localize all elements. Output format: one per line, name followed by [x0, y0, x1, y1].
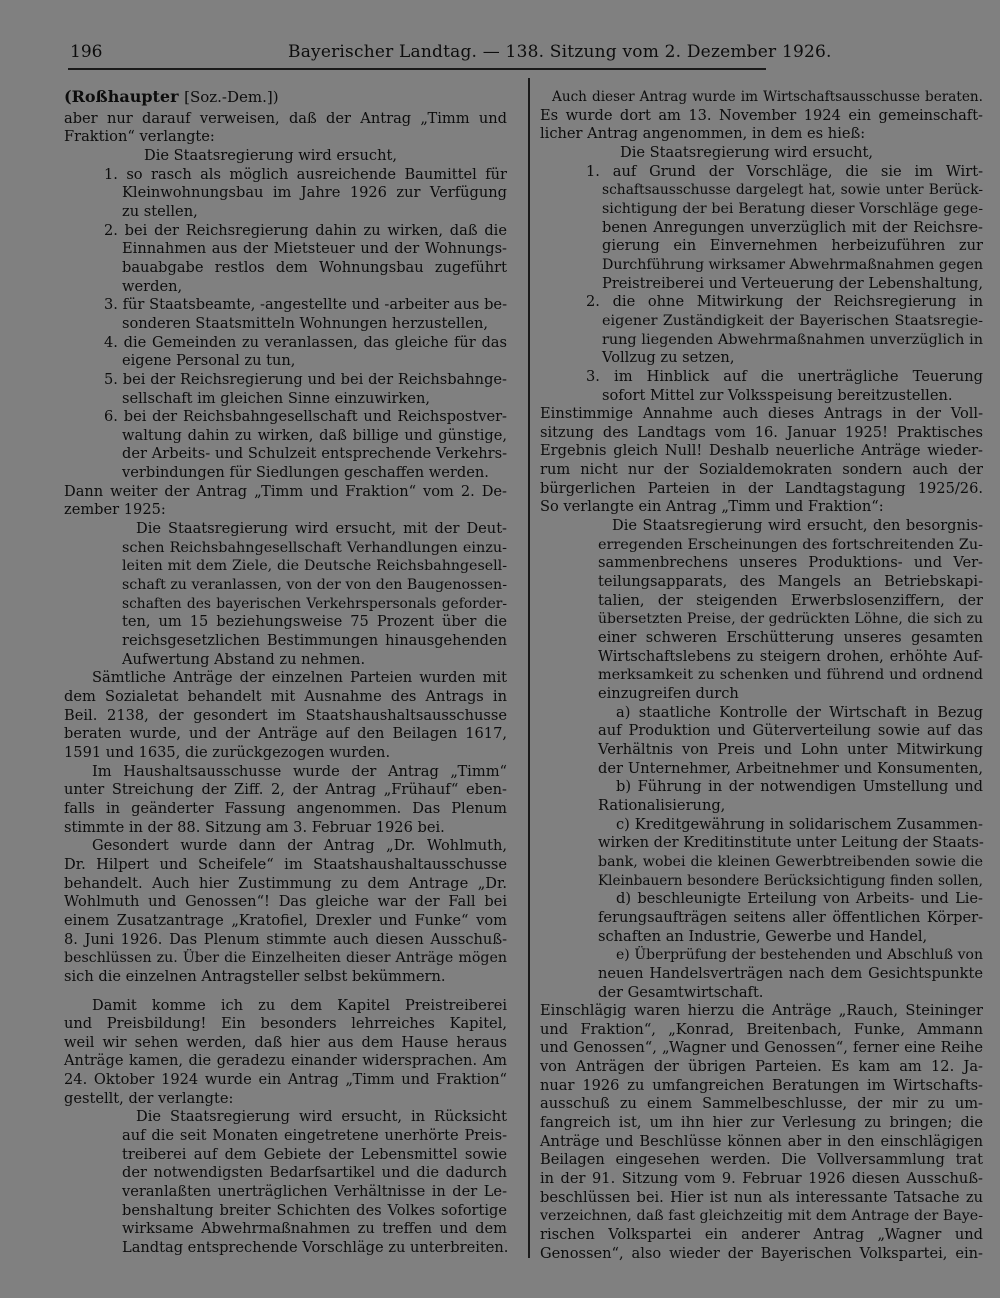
text-line: Im Haushaltsausschusse wurde der Antrag „Timm“ [92, 762, 507, 780]
text-line: 3. im Hinblick auf die unerträgliche Teuerung [586, 367, 983, 385]
text-line: zember 1925: [64, 501, 166, 519]
text-line: verbindungen für Siedlungen geschaffen werden. [122, 464, 489, 482]
text-line: Fraktion“ verlangte: [64, 128, 215, 146]
text-line: a) staatliche Kontrolle der Wirtschaft in Bezug [616, 703, 983, 721]
text-line: Die Staatsregierung wird ersucht, [144, 146, 397, 164]
text-line: verzeichnen, daß fast gleichzeitig mit dem Antrage der Baye- [540, 1208, 983, 1225]
text-line: reichsgesetzlichen Bestimmungen hinausgehenden [122, 632, 507, 650]
text-line: schaften des bayerischen Verkehrspersonals geforder- [122, 595, 507, 612]
text-line: merksamkeit zu schenken und führend und ordnend [598, 667, 983, 684]
text-line: Dann weiter der Antrag „Timm und Fraktion“ vom 2. De- [64, 482, 507, 500]
text-line: Wirtschaftslebens zu steigern drohen, erhöhte Auf- [598, 647, 983, 665]
text-line: und Fraktion“, „Konrad, Breitenbach, Funke, Ammann [540, 1020, 983, 1038]
text-line: licher Antrag angenommen, in dem es hieß: [540, 125, 866, 143]
text-line: einem Zusatzantrage „Kratofiel, Drexler und Funke“ vom [64, 911, 507, 929]
text-line: schen Reichsbahngesellschaft Verhandlungen einzu- [122, 539, 507, 556]
text-line: Einnahmen aus der Mietsteuer und der Wohnungs- [122, 240, 507, 258]
text-line: der Unternehmer, Arbeitnehmer und Konsumenten, [598, 759, 983, 777]
text-line: sofort Mittel zur Volksspeisung bereitzustellen. [602, 386, 953, 404]
text-line: eigener Zuständigkeit der Bayerischen Staatsregie- [602, 312, 983, 329]
text-line: Anträge kamen, die geradezu einander widersprachen. Am [64, 1052, 507, 1070]
text-line: neuen Handelsverträgen nach dem Gesichtspunkte [598, 964, 983, 982]
text-line: falls in geänderter Fassung angenommen. Das Plenum [64, 799, 507, 817]
header-rule [68, 68, 766, 70]
text-line: Beilagen eingesehen werden. Die Vollversammlung trat [540, 1151, 983, 1169]
text-line: 5. bei der Reichsregierung und bei der Reichsbahnge- [104, 370, 507, 388]
text-line: bauabgabe restlos dem Wohnungsbau zugeführt [122, 258, 507, 276]
text-line: sichtigung der bei Beratung dieser Vorschläge gege- [602, 200, 983, 217]
text-line: sellschaft im gleichen Sinne einzuwirken, [122, 389, 431, 407]
text-line: schaftsausschusse dargelegt hat, sowie unter Berück- [602, 182, 983, 199]
speaker-line [64, 88, 507, 107]
text-line: wirksame Abwehrmaßnahmen zu treffen und dem [122, 1220, 507, 1238]
text-line: einer schweren Erschütterung unseres gesamten [598, 629, 983, 647]
text-line: nuar 1926 zu umfangreichen Beratungen im Wirtschafts- [540, 1076, 983, 1094]
text-line: Preistreiberei und Verteuerung der Lebenshaltung, [602, 274, 983, 292]
text-line: Einstimmige Annahme auch dieses Antrags in der Voll- [540, 405, 983, 423]
text-line: 2. bei der Reichsregierung dahin zu wirken, daß die [104, 221, 507, 239]
text-line: Verhältnis von Preis und Lohn unter Mitwirkung [598, 740, 983, 758]
text-line: leiten mit dem Ziele, die Deutsche Reichsbahngesell- [122, 558, 507, 575]
right-column-text [540, 88, 983, 1263]
text-line: werden, [122, 277, 183, 295]
left-column [64, 88, 507, 1258]
text-line: der Arbeits- und Schulzeit entsprechende Verkehrs- [122, 445, 507, 463]
left-column-text [64, 110, 507, 1258]
text-line: weil wir sehen werden, daß hier aus dem Hause heraus [64, 1033, 507, 1051]
text-line: in der 91. Sitzung vom 9. Februar 1926 diesen Ausschuß- [540, 1170, 983, 1188]
right-column [540, 88, 983, 1263]
text-line: Beil. 2138, der gesondert im Staatshaushaltsausschusse [64, 706, 507, 724]
speaker-party: [Soz.-Dem.]) [184, 88, 279, 106]
text-line: Kleinbauern besondere Berücksichtigung finden sollen, [598, 872, 983, 889]
text-line: fangreich ist, um ihn hier zur Verlesung zu bringen; die [540, 1114, 983, 1132]
text-line: d) beschleunigte Erteilung von Arbeits- und Lie- [616, 890, 983, 908]
text-line: unter Streichung der Ziff. 2, der Antrag „Frühauf“ eben- [64, 781, 507, 799]
text-line: 1. auf Grund der Vorschläge, die sie im Wirt- [586, 162, 983, 180]
text-line: ausschuß zu einem Sammelbeschlusse, der mir zu um- [540, 1095, 983, 1113]
text-line: 3. für Staatsbeamte, -angestellte und -arbeiter aus be- [104, 296, 507, 314]
text-line: Einschlägig waren hierzu die Anträge „Rauch, Steininger [540, 1002, 983, 1020]
text-line: benshaltung breiter Schichten des Volkes sofortige [122, 1201, 507, 1219]
text-line: Anträge und Beschlüsse können aber in den einschlägigen [540, 1132, 983, 1150]
text-line: sich die einzelnen Antragsteller selbst bekümmern. [64, 967, 446, 985]
text-line: Aufwertung Abstand zu nehmen. [122, 650, 366, 668]
text-line: sitzung des Landtags vom 16. Januar 1925! Praktisches [540, 423, 983, 441]
text-line: b) Führung in der notwendigen Umstellung und [616, 778, 983, 796]
text-line: eigene Personal zu tun, [122, 352, 296, 370]
text-line: einzugreifen durch [598, 685, 739, 702]
text-line: Die Staatsregierung wird ersucht, den besorgnis- [612, 517, 983, 535]
column-divider [528, 78, 530, 1258]
text-line: So verlangte ein Antrag „Timm und Fraktion“: [540, 498, 884, 516]
text-line: und Preisbildung! Ein besonders lehrreiches Kapitel, [64, 1015, 507, 1033]
text-line: Durchführung wirksamer Abwehrmaßnahmen gegen [602, 256, 983, 273]
text-line: rischen Volkspartei ein anderer Antrag „Wagner und [540, 1226, 983, 1244]
text-line: Es wurde dort am 13. November 1924 ein gemeinschaft- [540, 106, 983, 124]
text-line: Die Staatsregierung wird ersucht, in Rücksicht [136, 1108, 507, 1126]
text-line: 1591 und 1635, die zurückgezogen wurden. [64, 743, 391, 761]
text-line: dem Sozialetat behandelt mit Ausnahme des Antrags in [64, 688, 507, 705]
text-line: auf die seit Monaten eingetretene unerhörte Preis- [122, 1127, 507, 1145]
text-line: bürgerlichen Parteien in der Landtagstagung 1925/26. [540, 479, 983, 497]
text-line: Damit komme ich zu dem Kapitel Preistreiberei [92, 996, 507, 1014]
text-line: erregenden Erscheinungen des fortschreitenden Zu- [598, 536, 983, 553]
speaker-name: (Roßhaupter [64, 87, 179, 106]
text-line: Genossen“, also wieder der Bayerischen Volkspartei, ein- [540, 1244, 983, 1262]
text-line: gestellt, der verlangte: [64, 1089, 234, 1107]
text-line: 6. bei der Reichsbahngesellschaft und Reichspostver- [104, 408, 507, 426]
text-line: teilungsapparats, des Mangels an Betriebskapi- [598, 573, 983, 591]
text-line: schaften an Industrie, Gewerbe und Handel, [598, 927, 928, 945]
text-line: Ergebnis gleich Null! Deshalb neuerliche Anträge wieder- [540, 442, 983, 460]
text-line: Vollzug zu setzen, [602, 349, 735, 367]
text-line: 2. die ohne Mitwirkung der Reichsregierung in [586, 293, 983, 311]
text-line: sammenbrechens unseres Produktions- und Ver- [598, 554, 983, 572]
text-line: zu stellen, [122, 202, 198, 220]
text-line: veranlaßten unerträglichen Verhältnisse in der Le- [122, 1183, 507, 1201]
text-line: benen Anregungen unverzüglich mit der Reichsre- [602, 218, 983, 236]
text-line: beraten wurde, und der Anträge auf den Beilagen 1617, [64, 725, 507, 743]
text-line: von Anträgen der übrigen Parteien. Es kam am 12. Ja- [540, 1058, 983, 1076]
text-line: 1. so rasch als möglich ausreichende Baumittel für [104, 165, 507, 183]
text-line: rum nicht nur der Sozialdemokraten sondern auch der [540, 461, 983, 479]
text-line: Gesondert wurde dann der Antrag „Dr. Wohlmuth, [92, 837, 507, 855]
text-line: 4. die Gemeinden zu veranlassen, das gleiche für das [104, 333, 507, 351]
text-line: der notwendigsten Bedarfsartikel und die dadurch [122, 1164, 507, 1182]
text-line: Wohlmuth und Genossen“! Das gleiche war der Fall bei [64, 893, 507, 911]
text-line: talien, der steigenden Erwerbslosenziffern, der [598, 591, 983, 609]
text-line: Auch dieser Antrag wurde im Wirtschaftsausschusse beraten. [552, 89, 983, 105]
text-line: 24. Oktober 1924 wurde ein Antrag „Timm und Fraktion“ [64, 1071, 507, 1089]
text-line: ten, um 15 beziehungsweise 75 Prozent über die [122, 613, 507, 631]
running-title: Bayerischer Landtag. — 138. Sitzung vom 2. Dezember 1926. [288, 42, 832, 62]
text-line: rung liegenden Abwehrmaßnahmen unverzüglich in [602, 331, 983, 348]
text-line: e) Überprüfung der bestehenden und Abschluß von [616, 947, 983, 964]
text-line: gierung ein Einvernehmen herbeizuführen zur [602, 237, 983, 255]
page-number: 196 [70, 42, 103, 62]
text-line: Kleinwohnungsbau im Jahre 1926 zur Verfügung [122, 184, 507, 202]
text-line: Landtag entsprechende Vorschläge zu unterbreiten. [122, 1239, 509, 1257]
text-line: ferungsaufträgen seitens aller öffentlichen Körper- [598, 908, 983, 926]
text-line: Die Staatsregierung wird ersucht, mit der Deut- [136, 520, 507, 538]
text-line: aber nur darauf verweisen, daß der Antrag „Timm und [64, 109, 507, 127]
text-line: übersetzten Preise, der gedrückten Löhne, die sich zu [598, 611, 983, 628]
text-line: c) Kreditgewährung in solidarischem Zusammen- [616, 815, 983, 833]
text-line: waltung dahin zu wirken, daß billige und günstige, [122, 426, 507, 444]
text-line: 8. Juni 1926. Das Plenum stimmte auch diesen Ausschuß- [64, 930, 507, 948]
text-line: behandelt. Auch hier Zustimmung zu dem Antrage „Dr. [64, 874, 507, 892]
text-line: beschlüssen zu. Über die Einzelheiten dieser Anträge mögen [64, 950, 507, 967]
text-line: Sämtliche Anträge der einzelnen Parteien wurden mit [92, 669, 507, 687]
text-line: beschlüssen bei. Hier ist nun als interessante Tatsache zu [540, 1188, 983, 1206]
text-line: und Genossen“, „Wagner und Genossen“, ferner eine Reihe [540, 1039, 983, 1057]
text-line: Dr. Hilpert und Scheifele“ im Staatshaushaltausschusse [64, 855, 507, 873]
text-line: sonderen Staatsmitteln Wohnungen herzustellen, [122, 314, 489, 332]
text-line: auf Produktion und Güterverteilung sowie auf das [598, 722, 983, 740]
text-line: treiberei auf dem Gebiete der Lebensmittel sowie [122, 1145, 507, 1163]
text-line: Die Staatsregierung wird ersucht, [620, 143, 873, 161]
paragraph-gap [64, 987, 507, 997]
text-line: Rationalisierung, [598, 796, 726, 814]
text-line: bank, wobei die kleinen Gewerbtreibenden sowie die [598, 853, 983, 870]
text-line: schaft zu veranlassen, von der von den Baugenossen- [122, 577, 507, 594]
text-line: stimmte in der 88. Sitzung am 3. Februar 1926 bei. [64, 818, 445, 836]
text-line: der Gesamtwirtschaft. [598, 983, 764, 1001]
text-line: wirken der Kreditinstitute unter Leitung der Staats- [598, 834, 984, 852]
